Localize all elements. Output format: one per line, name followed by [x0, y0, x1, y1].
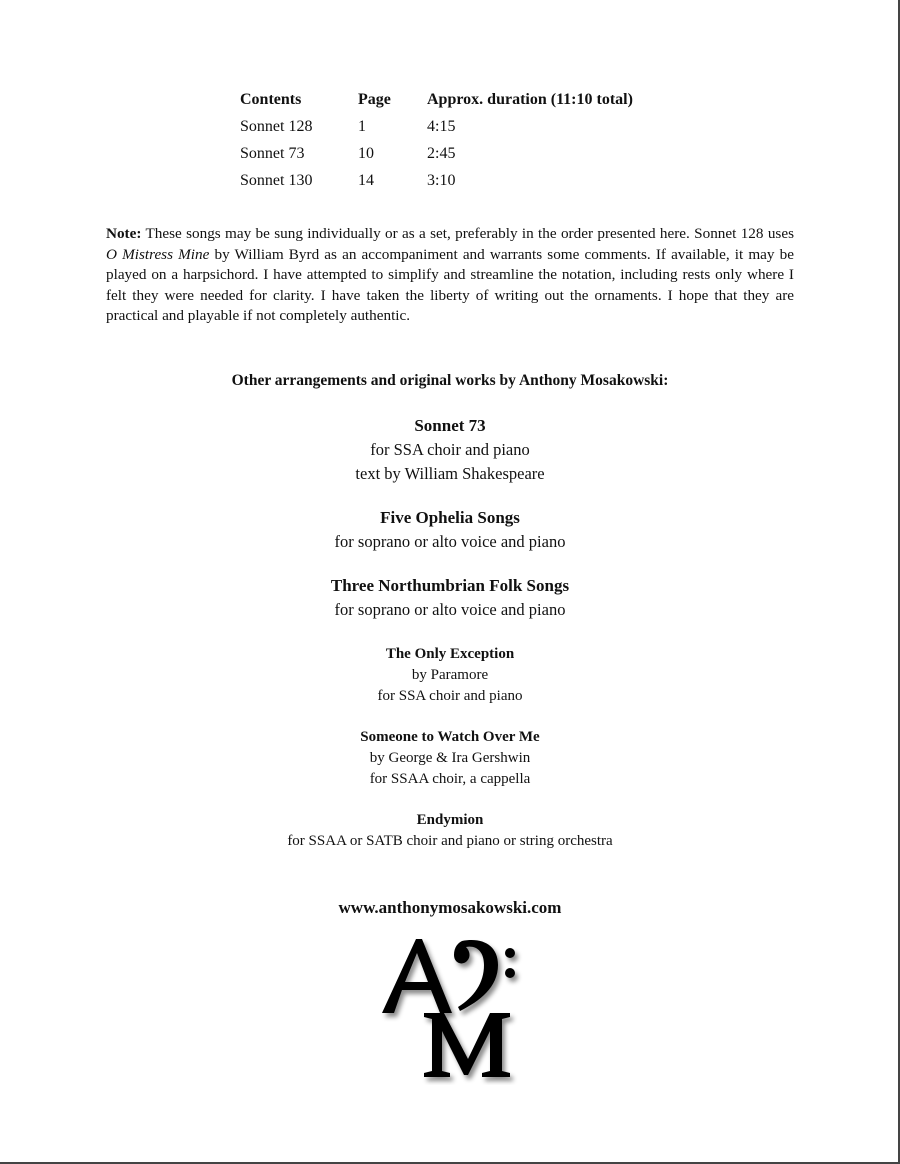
table-row [240, 167, 687, 194]
cell-duration: 3:10 [427, 171, 456, 189]
website-url: www.anthonymosakowski.com [338, 898, 562, 917]
work-item [0, 414, 900, 486]
contents-header-row [240, 86, 687, 113]
other-works-heading: Other arrangements and original works by Anthony Mosakowski: [231, 372, 669, 389]
work-detail: by Paramore [411, 667, 489, 683]
work-title: The Only Exception [385, 646, 515, 662]
work-detail: for soprano or alto voice and piano [334, 600, 566, 619]
note-text-1: These songs may be sung individually or as a set, preferably in the order presented here. Sonnet 128 uses [141, 225, 794, 243]
contents-table [240, 86, 687, 194]
work-title: Someone to Watch Over Me [360, 729, 540, 745]
work-title: Sonnet 73 [414, 416, 486, 435]
header-page: Page [358, 90, 391, 108]
work-title: Three Northumbrian Folk Songs [330, 576, 570, 595]
work-item [0, 644, 900, 707]
table-row [240, 113, 687, 140]
note-label: Note: [106, 225, 142, 243]
work-detail: for SSAA or SATB choir and piano or string orchestra [287, 833, 613, 849]
work-item [0, 727, 900, 790]
work-title: Endymion [416, 812, 484, 828]
works-list [0, 414, 900, 852]
cell-title: Sonnet 128 [240, 117, 313, 135]
cell-duration: 2:45 [427, 144, 456, 162]
performance-note [106, 224, 794, 327]
note-italic-title: O Mistress Mine [106, 245, 210, 263]
work-detail: text by William Shakespeare [355, 464, 545, 483]
note-text-2: by William Byrd as an accompaniment and warrants some comments. If available, it may be played on a harpsichord. I have attempted to simplify and streamline the notation, including rests only where I felt they were needed for clarity. I have taken the liberty of writing out the ornaments. I hope that they are practical and playable if not completely authentic. [106, 245, 794, 325]
cell-page: 14 [358, 171, 374, 189]
bass-clef-monogram-icon [370, 935, 530, 1085]
cell-page: 1 [358, 117, 366, 135]
work-detail: by George & Ira Gershwin [369, 750, 531, 766]
cell-title: Sonnet 73 [240, 144, 305, 162]
work-detail: for SSAA choir, a cappella [369, 771, 531, 787]
work-item [0, 574, 900, 622]
work-detail: for SSA choir and piano [370, 440, 530, 459]
header-contents: Contents [240, 90, 302, 108]
work-detail: for SSA choir and piano [377, 688, 523, 704]
cell-title: Sonnet 130 [240, 171, 313, 189]
table-row [240, 140, 687, 167]
cell-duration: 4:15 [427, 117, 456, 135]
work-title: Five Ophelia Songs [380, 508, 520, 527]
work-detail: for soprano or alto voice and piano [334, 532, 566, 551]
work-item [0, 810, 900, 852]
work-item [0, 506, 900, 554]
header-duration: Approx. duration (11:10 total) [427, 90, 633, 108]
cell-page: 10 [358, 144, 374, 162]
